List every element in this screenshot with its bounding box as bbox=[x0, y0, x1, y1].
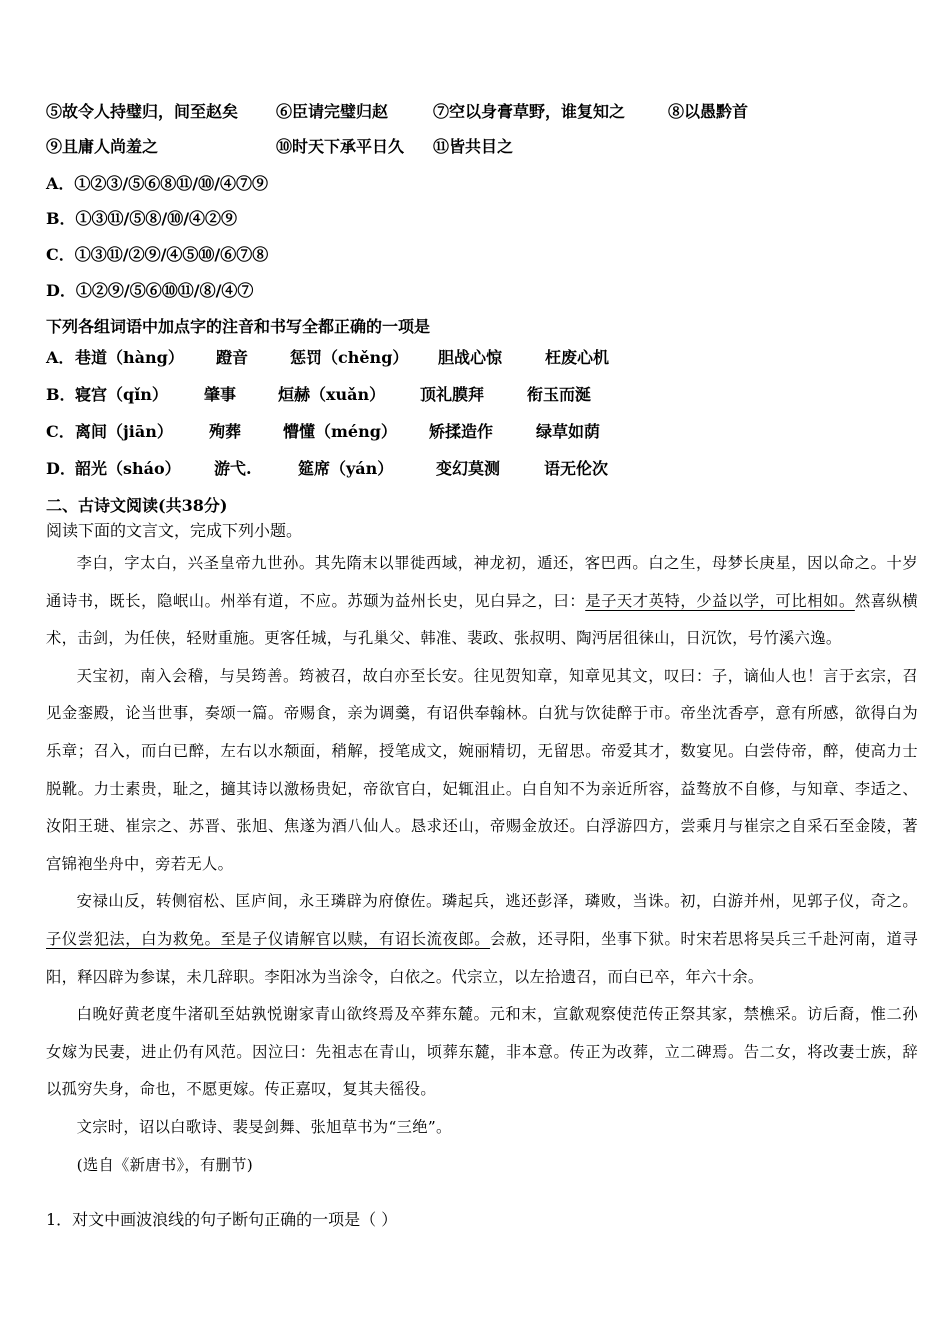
word-3: 懵懂（méng） bbox=[283, 422, 397, 441]
choice-letter: C． bbox=[46, 422, 75, 441]
word-1: 离间（jiān） bbox=[75, 422, 173, 441]
option-5: ⑤故令人持璧归，间至赵矣 bbox=[46, 102, 239, 121]
word-4: 胆战心惊 bbox=[438, 348, 503, 367]
word-2: 肇事 bbox=[204, 385, 237, 404]
choice-letter: D． bbox=[46, 459, 76, 478]
choice-c bbox=[0, 240, 950, 270]
word-1: 韶光（sháo） bbox=[75, 459, 181, 478]
section-title: 二、古诗文阅读(共38分) bbox=[46, 496, 228, 515]
option-6: ⑥臣请完璧归赵 bbox=[276, 102, 389, 121]
choice-letter: B． bbox=[46, 385, 76, 404]
choice-letter: A． bbox=[46, 348, 75, 367]
word-1: 寝宫（qǐn） bbox=[75, 385, 168, 404]
option-8: ⑧以愚黔首 bbox=[668, 102, 749, 121]
paragraph-1 bbox=[46, 545, 918, 658]
choice-a bbox=[0, 169, 950, 199]
word-4: 矫揉造作 bbox=[429, 422, 494, 441]
options-row-2 bbox=[0, 132, 950, 162]
p1-underlined: 是子天才英特，少益以学，可比相如。 bbox=[585, 591, 855, 610]
pinyin-choice-b bbox=[0, 380, 950, 410]
option-9: ⑨且庸人尚羞之 bbox=[46, 137, 159, 156]
word-1: 巷道（hàng） bbox=[75, 348, 184, 367]
choice-d bbox=[0, 276, 950, 306]
word-2: 殉葬 bbox=[209, 422, 242, 441]
reading-instruction: 阅读下面的文言文，完成下列小题。 bbox=[46, 521, 303, 540]
word-5: 枉废心机 bbox=[545, 348, 610, 367]
classical-passage bbox=[46, 545, 918, 1184]
pinyin-choice-c bbox=[0, 417, 950, 447]
p3-text-b: 会赦，还寻阳，坐事下狱。时宋若思将吴兵三千赴河南，道寻阳，释囚辟为参谋，未几辞职。李阳冰为当涂令，白依之。代宗立，以左拾遗召，而白已卒，年六十余。 bbox=[46, 929, 918, 986]
choice-a-label: A．①②③/⑤⑥⑧⑪/⑩/④⑦⑨ bbox=[46, 174, 268, 193]
option-10: ⑩时天下承平日久 bbox=[276, 137, 405, 156]
word-5: 衔玉而涎 bbox=[527, 385, 592, 404]
pinyin-choice-d bbox=[0, 454, 950, 484]
question-stem: 下列各组词语中加点字的注音和书写全都正确的一项是 bbox=[46, 317, 431, 336]
p3-underlined: 子仪尝犯法，白为救免。至是子仪请解官以赎，有诏长流夜郎。 bbox=[46, 929, 491, 948]
word-5: 语无伦次 bbox=[544, 459, 609, 478]
word-3: 惩罚（chěng） bbox=[290, 348, 409, 367]
p1-text-b: 然喜纵横术，击剑，为任侠，轻财重施。更客任城，与孔巢父、韩准、裴政、张叔明、陶沔居徂徕山，日沉饮，号竹溪六逸。 bbox=[46, 591, 919, 648]
choice-b bbox=[0, 204, 950, 234]
paragraph-2: 天宝初，南入会稽，与吴筠善。筠被召，故白亦至长安。往见贺知章，知章见其文，叹曰：子，谪仙人也！言于玄宗，召见金銮殿，论当世事，奏颂一篇。帝赐食，亲为调羹，有诏供奉翰林。白犹与饮徒醉于市。帝坐沈香亭，意有所感，欲得白为乐章；召入，而白已醉，左右以水颒面，稍解，授笔成文，婉丽精切，无留思。帝爱其才，数宴见。白尝侍帝，醉，使高力士脱靴。力士素贵，耻之，擿其诗以激杨贵妃，帝欲官白，妃辄沮止。白自知不为亲近所容，益骜放不自修，与知章、李适之、汝阳王琎、崔宗之、苏晋、张旭、焦遂为酒八仙人。恳求还山，帝赐金放还。白浮游四方，尝乘月与崔宗之自采石至金陵，著宫锦袍坐舟中，旁若无人。 bbox=[46, 666, 918, 873]
word-5: 绿草如荫 bbox=[536, 422, 601, 441]
option-7: ⑦空以身膏草野，谁复知之 bbox=[433, 102, 626, 121]
choice-d-label: D．①②⑨/⑤⑥⑩⑪/⑧/④⑦ bbox=[46, 281, 254, 300]
paragraph-5: 文宗时，诏以白歌诗、裴旻剑舞、张旭草书为“三绝”。 bbox=[76, 1117, 452, 1136]
paragraph-4: 白晚好黄老度牛渚矶至姑孰悦谢家青山欲终焉及卒葬东麓。元和末，宣歙观察使范传正祭其家，禁樵采。访后裔，惟二孙女嫁为民妻，进止仍有风范。因泣曰：先祖志在青山，顷葬东麓，非本意。传正为改葬，立二碑焉。告二女，将改妻士族，辞以孤穷失身，命也，不愿更嫁。传正嘉叹，复其夫徭役。 bbox=[46, 1005, 918, 1099]
word-4: 变幻莫测 bbox=[436, 459, 501, 478]
question-1: 1．对文中画波浪线的句子断句正确的一项是（ ） bbox=[46, 1210, 398, 1229]
word-2: 游弋. bbox=[214, 459, 252, 478]
p3-text-a: 安禄山反，转侧宿松、匡庐间，永王璘辟为府僚佐。璘起兵，逃还彭泽，璘败，当诛。初，白游并州，见郭子仪，奇之。 bbox=[76, 892, 918, 911]
word-2: 蹬音 bbox=[216, 348, 249, 367]
pinyin-question-stem bbox=[0, 312, 950, 342]
word-4: 顶礼膜拜 bbox=[420, 385, 485, 404]
pinyin-choice-a bbox=[0, 343, 950, 373]
word-3: 烜赫（xuǎn） bbox=[278, 385, 386, 404]
source-note: (选自《新唐书》，有删节) bbox=[76, 1155, 254, 1174]
choice-b-label: B．①③⑪/⑤⑧/⑩/④②⑨ bbox=[46, 209, 238, 228]
word-3: 筵席（yán） bbox=[298, 459, 394, 478]
option-11: ⑪皆共目之 bbox=[433, 137, 514, 156]
choice-c-label: C．①③⑪/②⑨/④⑤⑩/⑥⑦⑧ bbox=[46, 245, 269, 264]
p1-text-a: 李白，字太白，兴圣皇帝九世孙。其先隋末以罪徙西域，神龙初，遁还，客巴西。白之生，母梦长庚星，因以命之。十岁通诗书，既长，隐岷山。州举有道，不应。苏颋为益州长史，见白异之，曰： bbox=[46, 554, 918, 610]
options-row-1 bbox=[0, 97, 950, 127]
paragraph-3 bbox=[46, 883, 918, 996]
